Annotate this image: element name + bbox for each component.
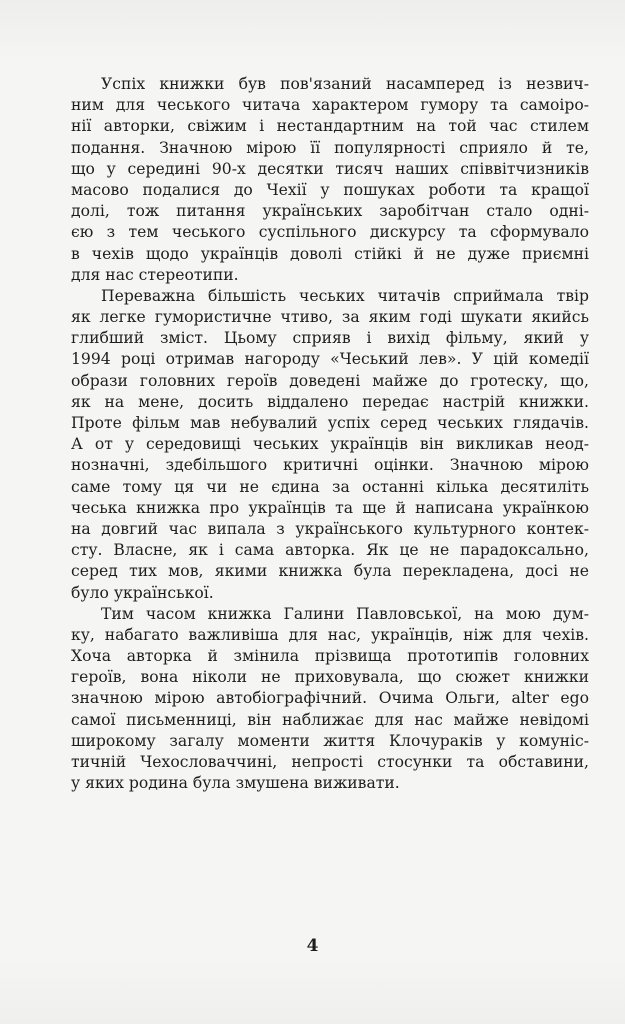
text-line: масово подалися до Чехії у пошуках роботи та кращої [71, 180, 589, 199]
text-line: було української. [71, 583, 214, 602]
text-line: сту. Власне, як і сама авторка. Як це не парадоксально, [71, 541, 589, 560]
text-line: як легке гумористичне чтиво, за яким годі шукати якийсь [71, 308, 589, 327]
paragraph [71, 604, 589, 795]
text-line: як на мене, досить віддалено передає настрій книжки. [71, 392, 589, 411]
text-line: що у середині 90-х десятки тисяч наших співвітчизників [71, 159, 589, 178]
text-line: Переважна більшість чеських читачів сприймала твір [101, 286, 589, 305]
text-line: ним для чеського читача характером гумору та самоіро- [71, 96, 589, 115]
text-line: ку, набагато важливіша для нас, українців, ніж для чехів. [71, 625, 589, 644]
text-line: А от у середовищі чеських українців він викликав неод- [71, 435, 589, 454]
text-line: глибший зміст. Цьому сприяв і вихід фільму, який у [71, 329, 589, 348]
text-line: самої письменниці, він наближає для нас майже невідомі [71, 710, 589, 729]
text-line: чеська книжка про українців та ще й написана українкою [71, 498, 589, 517]
body-text [71, 74, 589, 794]
text-line: значною мірою автобіографічний. Очима Ольги, alter ego [71, 689, 589, 708]
text-line: нії авторки, свіжим і нестандартним на той час стилем [71, 117, 589, 136]
text-line: єю з тем чеського суспільного дискурсу та сформувало [71, 223, 589, 242]
text-line: серед тих мов, якими книжка була перекладена, досі не [71, 562, 589, 581]
text-line: Проте фільм мав небувалий успіх серед чеських глядачів. [71, 414, 589, 432]
text-line: Успіх книжки був пов'язаний насамперед із незвич- [101, 75, 589, 93]
text-line: в чехів щодо українців доволі стійкі й не дуже приємні [71, 244, 589, 263]
text-line: у яких родина була змушена виживати. [71, 774, 400, 793]
paragraph [71, 74, 589, 286]
page-number: 4 [306, 936, 319, 956]
text-line: широкому загалу моменти життя Клочураків у комуніс- [71, 731, 589, 750]
text-line: на довгий час випала з українського культурного контек- [71, 519, 589, 538]
text-line: нозначні, здебільшого критичні оцінки. Значною мірою [71, 456, 589, 475]
paragraph [71, 286, 589, 604]
text-line: Хоча авторка й змінила прізвища прототипів головних [71, 647, 589, 666]
text-line: тичній Чехословаччині, непрості стосунки та обставини, [71, 753, 589, 771]
text-line: героїв, вона ніколи не приховувала, що сюжет книжки [71, 668, 589, 687]
text-line: саме тому ця чи не єдина за останні кілька десятиліть [71, 477, 589, 496]
text-line: долі, тож питання українських заробітчан стало одні- [71, 202, 589, 221]
text-line: Тим часом книжка Галини Павловської, на мою дум- [101, 604, 589, 623]
text-line: для нас стереотипи. [71, 265, 239, 284]
text-line: 1994 році отримав нагороду «Чеський лев». У цій комедії [71, 350, 589, 369]
text-line: образи головних героїв доведені майже до гротеску, що, [71, 371, 589, 390]
text-line: подання. Значною мірою її популярності сприяло й те, [71, 138, 589, 157]
